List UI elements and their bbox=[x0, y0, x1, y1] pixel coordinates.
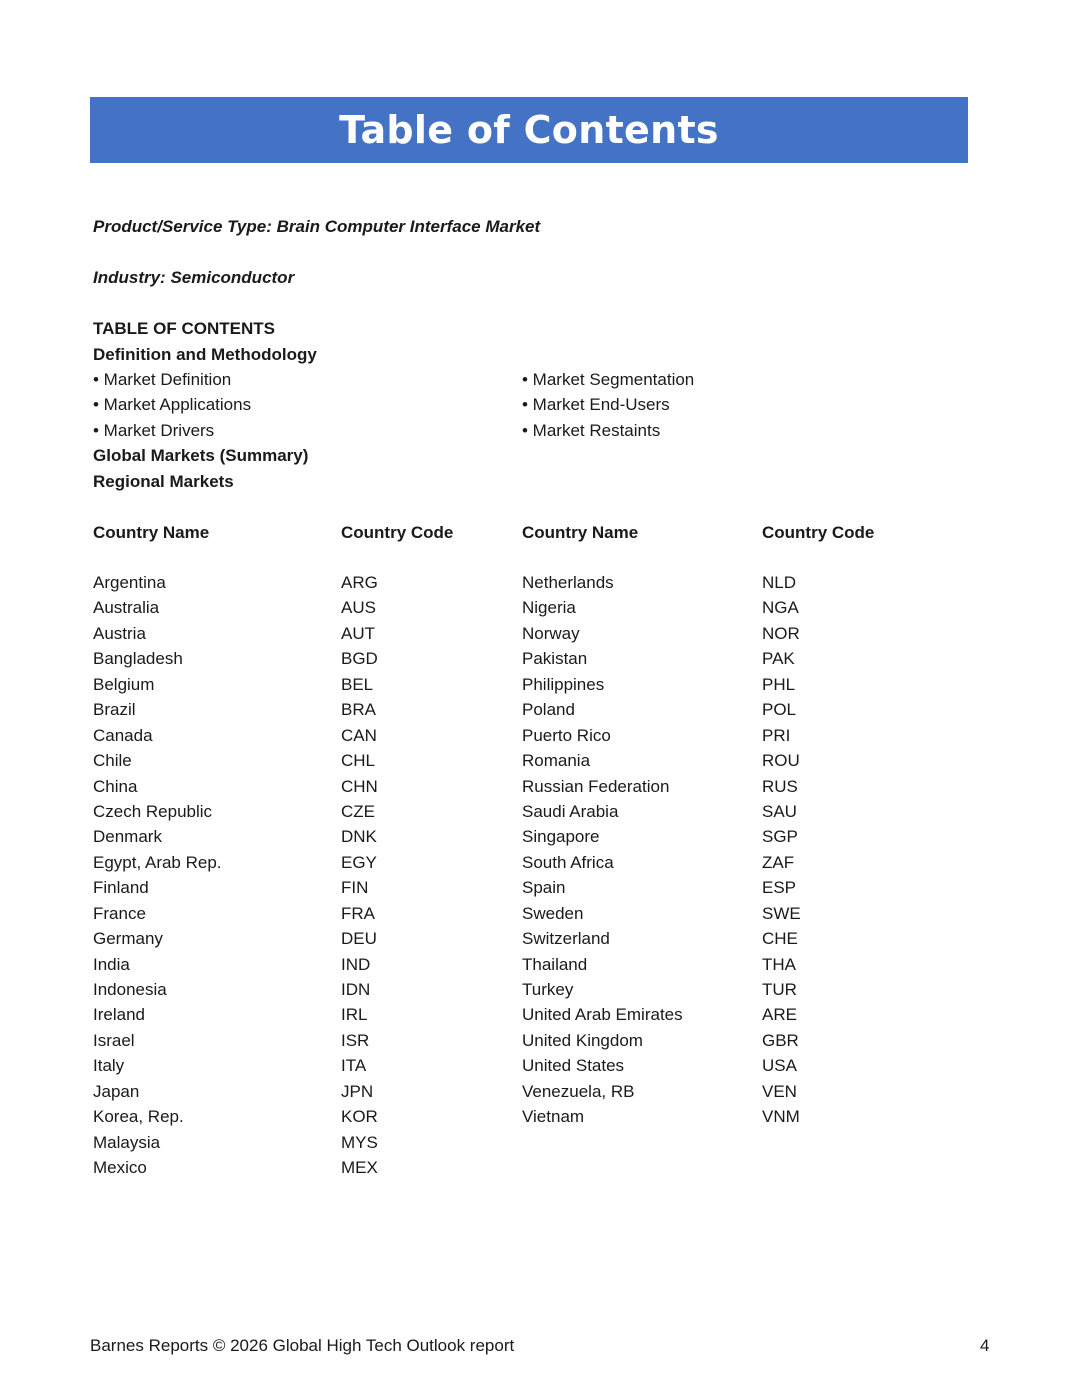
column-header: Country Name bbox=[93, 523, 210, 542]
country-code: NOR bbox=[762, 623, 800, 643]
country-name: Singapore bbox=[522, 827, 600, 847]
country-name: Vietnam bbox=[522, 1107, 585, 1127]
country-name: Czech Republic bbox=[93, 801, 213, 821]
country-name: Spain bbox=[522, 878, 566, 898]
country-code: ARG bbox=[341, 573, 378, 592]
title-banner bbox=[90, 97, 968, 163]
page-number: 4 bbox=[980, 1336, 990, 1355]
toc-bullet: • Market Applications bbox=[93, 395, 252, 414]
toc-bullet: • Market Drivers bbox=[93, 421, 215, 440]
country-name: Norway bbox=[522, 623, 580, 643]
country-name: Indonesia bbox=[93, 980, 167, 999]
country-name: India bbox=[93, 954, 130, 974]
country-name: Bangladesh bbox=[93, 649, 183, 669]
country-code: IDN bbox=[341, 980, 371, 999]
country-name: Philippines bbox=[522, 674, 605, 694]
country-code: PHL bbox=[762, 674, 796, 694]
country-code: CHL bbox=[341, 751, 376, 771]
column-header: Country Code bbox=[341, 523, 454, 542]
country-code: JPN bbox=[341, 1081, 374, 1101]
country-name: Israel bbox=[93, 1030, 135, 1050]
country-code: BRA bbox=[341, 700, 376, 720]
toc-section-global: Global Markets (Summary) bbox=[93, 446, 309, 465]
country-name: Puerto Rico bbox=[522, 725, 611, 745]
country-name: Ireland bbox=[93, 1005, 145, 1025]
footer-text: Barnes Reports © 2026 Global High Tech Outlook report bbox=[90, 1336, 515, 1355]
toc-bullet: • Market Restaints bbox=[522, 421, 661, 440]
country-code: TUR bbox=[762, 980, 797, 999]
country-code: KOR bbox=[341, 1107, 378, 1127]
country-name: Egypt, Arab Rep. bbox=[93, 852, 222, 872]
country-code: SGP bbox=[762, 827, 798, 847]
country-code: IND bbox=[341, 954, 371, 974]
country-code: PRI bbox=[762, 725, 791, 745]
country-code: EGY bbox=[341, 852, 377, 872]
country-name: Netherlands bbox=[522, 573, 614, 592]
country-code: AUS bbox=[341, 598, 376, 618]
toc-bullet: • Market End-Users bbox=[522, 395, 670, 414]
country-code: PAK bbox=[762, 649, 795, 669]
country-name: Malaysia bbox=[93, 1132, 161, 1152]
column-header: Country Code bbox=[762, 523, 875, 542]
country-name: Canada bbox=[93, 725, 153, 745]
country-code: RUS bbox=[762, 776, 798, 796]
country-code: GBR bbox=[762, 1030, 799, 1050]
country-name: Russian Federation bbox=[522, 776, 670, 796]
country-name: United States bbox=[522, 1056, 625, 1076]
country-name: Brazil bbox=[93, 700, 136, 720]
country-name: Sweden bbox=[522, 903, 584, 923]
country-name: Japan bbox=[93, 1081, 140, 1101]
country-name: Germany bbox=[93, 929, 163, 949]
country-name: Venezuela, RB bbox=[522, 1081, 635, 1101]
country-code: CHE bbox=[762, 929, 798, 949]
country-name: Mexico bbox=[93, 1158, 147, 1178]
country-name: Australia bbox=[93, 598, 160, 618]
country-name: Denmark bbox=[93, 827, 162, 847]
country-name: Romania bbox=[522, 751, 591, 771]
country-name-column-right bbox=[522, 573, 683, 1133]
country-code: FIN bbox=[341, 878, 369, 898]
column-header: Country Name bbox=[522, 523, 639, 542]
country-name: France bbox=[93, 903, 146, 923]
country-name: Belgium bbox=[93, 674, 155, 694]
country-name: Nigeria bbox=[522, 598, 576, 618]
country-code: ARE bbox=[762, 1005, 797, 1025]
country-code: FRA bbox=[341, 903, 375, 923]
toc-section-definition: Definition and Methodology bbox=[93, 345, 317, 364]
country-name: Thailand bbox=[522, 954, 588, 974]
country-name: Italy bbox=[93, 1056, 125, 1076]
country-name: Pakistan bbox=[522, 649, 588, 669]
toc-heading: TABLE OF CONTENTS bbox=[93, 319, 275, 338]
product-type: Product/Service Type: Brain Computer Interface Market bbox=[93, 217, 541, 236]
country-name: Finland bbox=[93, 878, 149, 898]
country-code: VNM bbox=[762, 1107, 800, 1127]
industry: Industry: Semiconductor bbox=[93, 268, 295, 287]
country-name-column-left bbox=[93, 573, 222, 1184]
country-name: Saudi Arabia bbox=[522, 801, 619, 821]
country-name: China bbox=[93, 776, 138, 796]
country-code: ZAF bbox=[762, 852, 795, 872]
country-name: United Kingdom bbox=[522, 1030, 643, 1050]
country-name: Turkey bbox=[522, 980, 574, 999]
country-code: IRL bbox=[341, 1005, 368, 1025]
country-name: Switzerland bbox=[522, 929, 610, 949]
country-code: ITA bbox=[341, 1056, 367, 1076]
country-code: USA bbox=[762, 1056, 797, 1076]
country-code: BEL bbox=[341, 674, 374, 694]
country-code: ROU bbox=[762, 751, 800, 771]
country-code: NGA bbox=[762, 598, 799, 618]
country-name: United Arab Emirates bbox=[522, 1005, 683, 1025]
country-name: Chile bbox=[93, 751, 132, 771]
country-code: CHN bbox=[341, 776, 378, 796]
page-title: Table of Contents bbox=[339, 108, 719, 152]
country-code-column-right bbox=[762, 573, 801, 1133]
country-code: ESP bbox=[762, 878, 797, 898]
toc-section-regional: Regional Markets bbox=[93, 472, 234, 491]
country-code: NLD bbox=[762, 573, 797, 592]
country-code: CAN bbox=[341, 725, 377, 745]
country-code: ISR bbox=[341, 1030, 370, 1050]
country-name: Austria bbox=[93, 623, 146, 643]
country-name: Poland bbox=[522, 700, 575, 720]
country-name: South Africa bbox=[522, 852, 614, 872]
country-code: MYS bbox=[341, 1132, 378, 1152]
country-code: SAU bbox=[762, 801, 797, 821]
toc-bullet: • Market Segmentation bbox=[522, 370, 695, 389]
country-code: AUT bbox=[341, 623, 375, 643]
country-code: MEX bbox=[341, 1158, 378, 1178]
country-code: DNK bbox=[341, 827, 377, 847]
toc-bullet: • Market Definition bbox=[93, 370, 232, 389]
country-code: DEU bbox=[341, 929, 377, 949]
country-code: VEN bbox=[762, 1081, 797, 1101]
country-code: SWE bbox=[762, 903, 801, 923]
country-code-column-left bbox=[341, 573, 378, 1184]
country-code: POL bbox=[762, 700, 797, 720]
country-code: BGD bbox=[341, 649, 378, 669]
country-name: Korea, Rep. bbox=[93, 1107, 184, 1127]
country-code: THA bbox=[762, 954, 796, 974]
country-name: Argentina bbox=[93, 573, 166, 592]
country-code: CZE bbox=[341, 801, 375, 821]
